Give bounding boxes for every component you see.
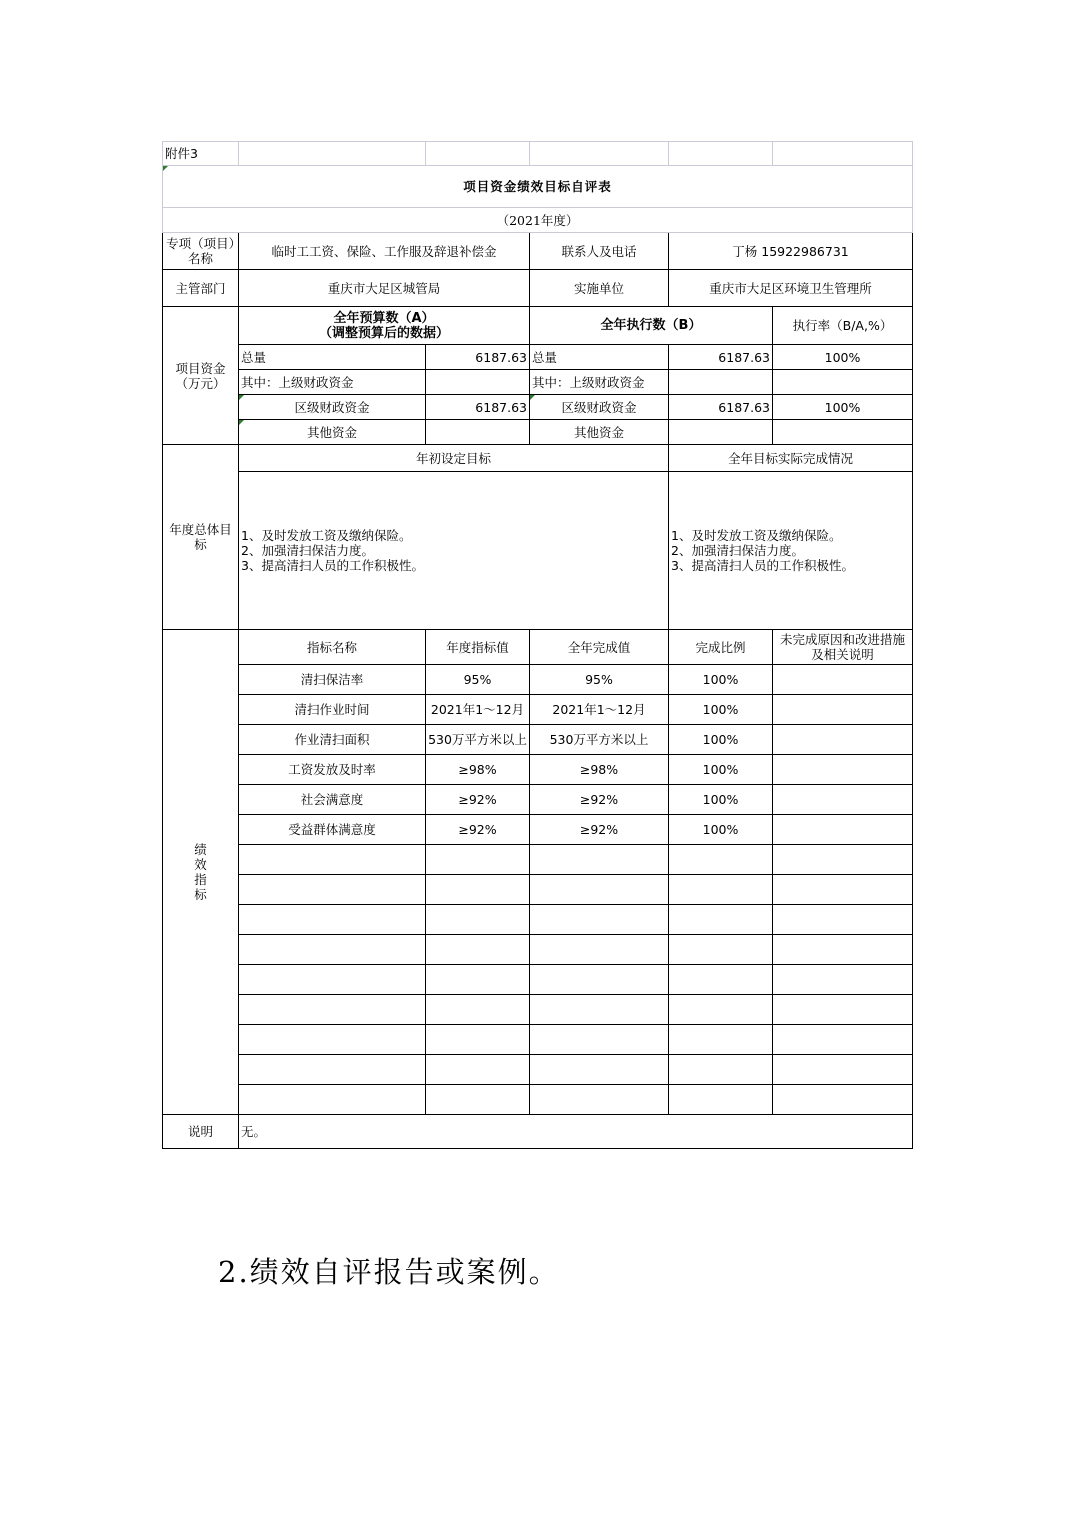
indicator-ratio: 100% bbox=[669, 695, 773, 725]
table-row bbox=[163, 725, 913, 755]
evaluation-sheet bbox=[162, 141, 912, 1149]
goal-actual-line: 1、及时发放工资及缴纳保险。 bbox=[671, 528, 842, 543]
budget-header-line1: 全年预算数（A） bbox=[333, 310, 435, 326]
goal-actual-line: 3、提高清扫人员的工作积极性。 bbox=[671, 558, 854, 573]
unit-value: 重庆市大足区环境卫生管理所 bbox=[669, 270, 913, 307]
fund-other-b bbox=[669, 420, 773, 445]
indicator-name: 清扫作业时间 bbox=[239, 695, 426, 725]
table-row bbox=[163, 695, 913, 725]
dept-value: 重庆市大足区城管局 bbox=[239, 270, 530, 307]
indicator-actual: ≥92% bbox=[530, 785, 669, 815]
fund-total-b: 6187.63 bbox=[669, 345, 773, 370]
dept-label: 主管部门 bbox=[163, 270, 239, 307]
fund-other-label-a: 其他资金 bbox=[239, 420, 426, 445]
indicator-header-ratio: 完成比例 bbox=[669, 630, 773, 665]
empty-row bbox=[163, 1055, 913, 1085]
empty-row bbox=[163, 1025, 913, 1055]
fund-other-label-b: 其他资金 bbox=[530, 420, 669, 445]
indicator-actual: 95% bbox=[530, 665, 669, 695]
attachment-label: 附件3 bbox=[163, 142, 239, 166]
indicator-target: ≥98% bbox=[426, 755, 530, 785]
indicator-target: ≥92% bbox=[426, 815, 530, 845]
indicators-section-label: 绩 效 指 标 bbox=[163, 630, 239, 1115]
indicator-actual: ≥98% bbox=[530, 755, 669, 785]
remarks-value: 无。 bbox=[239, 1115, 913, 1149]
year-note: （2021年度） bbox=[163, 208, 913, 233]
funds-section-label: 项目资金（万元） bbox=[163, 307, 239, 445]
remarks-label: 说明 bbox=[163, 1115, 239, 1149]
fund-district-a: 6187.63 bbox=[426, 395, 530, 420]
budget-header-line2: （调整预算后的数据） bbox=[318, 325, 449, 341]
indicator-actual: 2021年1～12月 bbox=[530, 695, 669, 725]
empty-row bbox=[163, 995, 913, 1025]
indicator-note bbox=[773, 785, 913, 815]
fund-upper-a bbox=[426, 370, 530, 395]
indicator-header-target: 年度指标值 bbox=[426, 630, 530, 665]
fund-total-a: 6187.63 bbox=[426, 345, 530, 370]
goals-set-header: 年初设定目标 bbox=[239, 445, 669, 472]
evaluation-table bbox=[162, 141, 913, 1149]
indicator-ratio: 100% bbox=[669, 815, 773, 845]
goal-set-line: 1、及时发放工资及缴纳保险。 bbox=[241, 528, 412, 543]
empty-row bbox=[163, 1085, 913, 1115]
exec-header: 全年执行数（B） bbox=[530, 307, 773, 345]
goal-set-line: 3、提高清扫人员的工作积极性。 bbox=[241, 558, 424, 573]
goals-actual-text bbox=[669, 472, 913, 630]
indicator-target: ≥92% bbox=[426, 785, 530, 815]
indicator-name: 清扫保洁率 bbox=[239, 665, 426, 695]
indicator-note bbox=[773, 815, 913, 845]
indicator-ratio: 100% bbox=[669, 665, 773, 695]
empty-row bbox=[163, 875, 913, 905]
indicator-target: 530万平方米以上 bbox=[426, 725, 530, 755]
indicator-target: 2021年1～12月 bbox=[426, 695, 530, 725]
fund-total-rate: 100% bbox=[773, 345, 913, 370]
fund-upper-rate bbox=[773, 370, 913, 395]
indicator-ratio: 100% bbox=[669, 785, 773, 815]
goal-actual-line: 2、加强清扫保洁力度。 bbox=[671, 543, 804, 558]
fund-upper-label-a: 其中：上级财政资金 bbox=[239, 370, 426, 395]
unit-label: 实施单位 bbox=[530, 270, 669, 307]
fund-district-b: 6187.63 bbox=[669, 395, 773, 420]
table-row bbox=[163, 815, 913, 845]
indicator-header-actual: 全年完成值 bbox=[530, 630, 669, 665]
fund-upper-b bbox=[669, 370, 773, 395]
indicator-actual: 530万平方米以上 bbox=[530, 725, 669, 755]
indicator-ratio: 100% bbox=[669, 725, 773, 755]
table-row bbox=[163, 785, 913, 815]
indicator-note bbox=[773, 725, 913, 755]
fund-district-label-a: 区级财政资金 bbox=[239, 395, 426, 420]
table-row bbox=[163, 755, 913, 785]
footer-heading: 2.绩效自评报告或案例。 bbox=[218, 1255, 560, 1289]
fund-district-label-b: 区级财政资金 bbox=[530, 395, 669, 420]
fund-total-label-b: 总量 bbox=[530, 345, 669, 370]
indicator-ratio: 100% bbox=[669, 755, 773, 785]
project-name-label: 专项（项目）名称 bbox=[163, 233, 239, 270]
contact-label: 联系人及电话 bbox=[530, 233, 669, 270]
indicator-note bbox=[773, 695, 913, 725]
page-title: 项目资金绩效目标自评表 bbox=[163, 166, 913, 208]
goals-section-label: 年度总体目标 bbox=[163, 445, 239, 630]
contact-value: 丁杨 15922986731 bbox=[669, 233, 913, 270]
fund-other-rate bbox=[773, 420, 913, 445]
indicator-target: 95% bbox=[426, 665, 530, 695]
fund-other-a bbox=[426, 420, 530, 445]
fund-district-rate: 100% bbox=[773, 395, 913, 420]
goals-actual-header: 全年目标实际完成情况 bbox=[669, 445, 913, 472]
indicator-name: 工资发放及时率 bbox=[239, 755, 426, 785]
goals-set-text bbox=[239, 472, 669, 630]
empty-row bbox=[163, 905, 913, 935]
empty-row bbox=[163, 965, 913, 995]
indicator-note bbox=[773, 755, 913, 785]
indicator-name: 受益群体满意度 bbox=[239, 815, 426, 845]
table-row bbox=[163, 665, 913, 695]
empty-row bbox=[163, 935, 913, 965]
goal-set-line: 2、加强清扫保洁力度。 bbox=[241, 543, 374, 558]
indicator-header-note: 未完成原因和改进措施及相关说明 bbox=[773, 630, 913, 665]
project-name: 临时工工资、保险、工作服及辞退补偿金 bbox=[239, 233, 530, 270]
indicator-header-name: 指标名称 bbox=[239, 630, 426, 665]
budget-header bbox=[239, 307, 530, 345]
indicator-actual: ≥92% bbox=[530, 815, 669, 845]
empty-row bbox=[163, 845, 913, 875]
indicator-note bbox=[773, 665, 913, 695]
fund-total-label-a: 总量 bbox=[239, 345, 426, 370]
indicator-name: 作业清扫面积 bbox=[239, 725, 426, 755]
indicator-name: 社会满意度 bbox=[239, 785, 426, 815]
fund-upper-label-b: 其中：上级财政资金 bbox=[530, 370, 669, 395]
rate-header: 执行率（B/A,%） bbox=[773, 307, 913, 345]
